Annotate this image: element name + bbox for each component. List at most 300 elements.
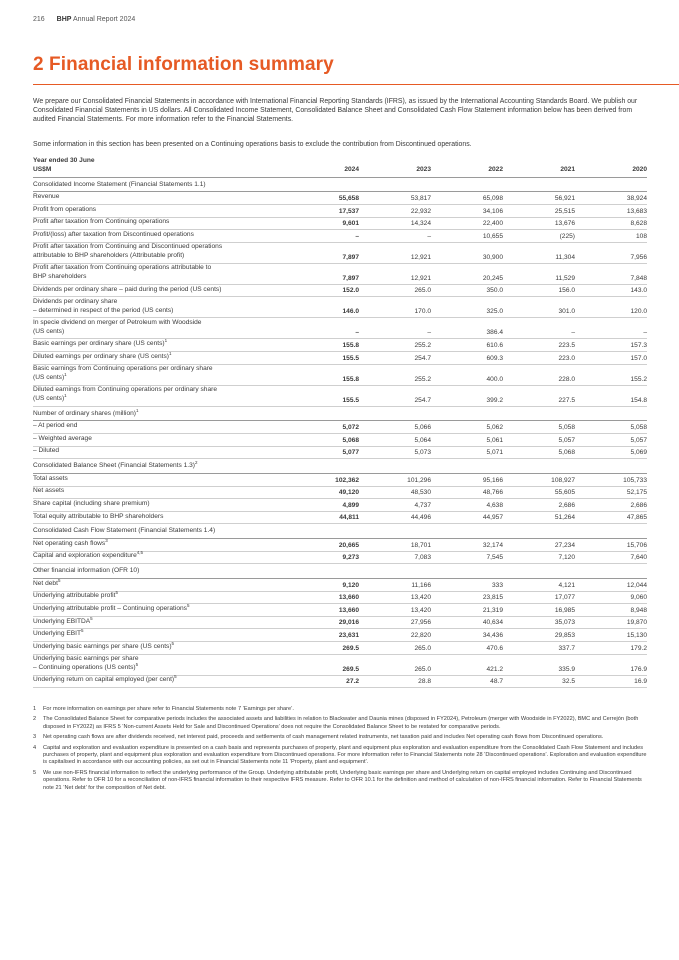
footnote-number: 5 [33,769,37,776]
row-label-continued: attributable to BHP shareholders (Attributable profit) [33,251,185,259]
value-cell: 5,058 [503,421,575,434]
row-label: Net operating cash flows [33,539,106,547]
value-cell: 5,064 [359,433,431,446]
row-label: Net debt [33,579,58,587]
footnote-text: Net operating cash flows are after dividends received, net interest paid, proceeds and settlements of cash management related instruments, net taxation paid and includes Net operating cash flows from Discontinued operations. [43,734,604,741]
row-label: Basic earnings per ordinary share (US cents) [33,340,165,348]
value-cell: 44,496 [359,511,431,524]
row-label-cell [33,263,287,284]
value-cell: 108,927 [503,473,575,486]
value-cell: 350.0 [431,284,503,297]
value-cell: 30,900 [431,242,503,263]
value-cell: 7,956 [575,242,647,263]
table-row [33,604,647,617]
row-label-cell [33,242,287,263]
value-cell: 155.8 [287,339,359,352]
value-cell: 51,264 [503,511,575,524]
value-cell: 44,811 [287,511,359,524]
value-cell: 5,071 [431,446,503,459]
title-rule [33,84,679,85]
row-label: Underlying basic earnings per share [33,655,139,663]
row-label-continued: (US cents) [33,373,65,381]
value-cell: 53,817 [359,192,431,205]
value-cell: 179.2 [575,642,647,655]
value-cell: 157.0 [575,351,647,364]
value-cell: 170.0 [359,297,431,318]
value-cell: 56,921 [503,192,575,205]
row-label-cell [33,192,287,205]
row-label: Revenue [33,193,60,201]
table-row [33,385,647,406]
value-cell: 20,665 [287,539,359,552]
footnote-ref: 5 [186,602,190,608]
value-cell: 421.2 [431,654,503,675]
table-row [33,204,647,217]
value-cell: 400.0 [431,364,503,385]
value-cell: 108 [575,230,647,243]
value-cell: 7,083 [359,551,431,564]
value-cell: 335.9 [503,654,575,675]
table-row [33,473,647,486]
row-label-cell [33,579,287,592]
row-label-cell [33,473,287,486]
table-row [33,499,647,512]
value-cell: 5,073 [359,446,431,459]
row-label-cell [33,551,287,564]
row-label: Profit after taxation from Continuing and Discontinued operations [33,243,223,251]
row-label: – Diluted [33,447,60,455]
value-cell: 5,057 [575,433,647,446]
value-cell: 156.0 [503,284,575,297]
row-label-cell [33,591,287,604]
value-cell: 102,362 [287,473,359,486]
row-label: Underlying EBIT [33,630,82,638]
value-cell: 152.0 [287,284,359,297]
value-cell: 16.9 [575,675,647,688]
value-cell: 399.2 [431,385,503,406]
row-label: Basic earnings from Continuing operations per ordinary share [33,364,213,372]
value-cell: (225) [503,230,575,243]
value-cell: 12,044 [575,579,647,592]
value-cell: 44,957 [431,511,503,524]
row-label-cell [33,230,287,243]
table-row [33,297,647,318]
value-cell: 610.6 [431,339,503,352]
footnote-number: 3 [33,734,37,741]
value-cell: 337.7 [503,642,575,655]
value-cell: 265.0 [359,284,431,297]
row-label-continued: (US cents) [33,394,65,402]
row-label-cell [33,318,287,339]
table-row [33,642,647,655]
row-label: Consolidated Income Statement (Financial Statements 1.1) [33,180,206,188]
value-cell: 223.0 [503,351,575,364]
value-cell: 155.2 [575,364,647,385]
row-label: Share capital (including share premium) [33,499,150,507]
value-cell: 5,061 [431,433,503,446]
value-cell: 101,296 [359,473,431,486]
footnote-text: We use non-IFRS financial information to reflect the underlying performance of the Group. Underlying attributable profit, Underlying basic earnings per share and Underlying return on capital employed includes Continuing and Discontinued operations. Refer to OFR 10 for a reconciliation of non-IFRS financial information to their respective IFRS measure. Refer to OFR 10.1 for the definition and method of calculation of non-IFRS financial information. Refer to Financial Statements note 21 ‘Net debt’ for the composition of Net debt. [43,769,642,791]
value-cell: 8,948 [575,604,647,617]
value-cell: 301.0 [503,297,575,318]
year-ended-label: Year ended 30 June [33,157,95,164]
row-label: Consolidated Cash Flow Statement (Financial Statements 1.4) [33,527,216,535]
row-label-cell [33,446,287,459]
table-row [33,446,647,459]
value-cell: 38,924 [575,192,647,205]
table-row [33,242,647,263]
table-row [33,351,647,364]
footnote-ref: 1 [164,337,168,343]
value-cell: 47,865 [575,511,647,524]
value-cell: 155.5 [287,385,359,406]
row-label-cell [33,385,287,406]
value-cell: 35,073 [503,616,575,629]
value-cell: – [359,230,431,243]
value-cell: 11,529 [503,263,575,284]
footnote-ref: 4,5 [136,550,144,556]
row-label: Profit after taxation from Continuing operations attributable to [33,264,212,272]
row-label: Other financial information (OFR 10) [33,567,140,575]
value-cell: 146.0 [287,297,359,318]
row-label-cell [33,604,287,617]
value-cell: 13,676 [503,217,575,230]
row-label-cell [33,511,287,524]
row-label-cell [33,539,287,552]
row-label-cell [33,204,287,217]
year-header: 2021 [503,157,575,177]
footnote [33,716,647,731]
section-header-row [33,459,647,474]
footnote-ref: 5 [174,674,177,680]
value-cell: 333 [431,579,503,592]
value-cell: 13,420 [359,591,431,604]
row-label-cell [33,616,287,629]
value-cell: 13,683 [575,204,647,217]
value-cell: 55,605 [503,486,575,499]
intro-paragraph: Some information in this section has been presented on a Continuing operations basis to exclude the contribution from Discontinued operations. [33,141,472,148]
company-name: BHP [56,16,72,23]
table-header-row [33,157,647,177]
footnote-ref: 5 [115,590,118,596]
row-label: Diluted earnings from Continuing operations per ordinary share [33,385,217,393]
value-cell: 22,932 [359,204,431,217]
value-cell: 5,068 [287,433,359,446]
value-cell: 255.2 [359,339,431,352]
year-header: 2020 [575,157,647,177]
value-cell: 470.6 [431,642,503,655]
value-cell: 25,515 [503,204,575,217]
value-cell: 269.5 [287,654,359,675]
footnote-ref: 1 [168,350,172,356]
footnote-ref: 1 [64,392,67,398]
section-header-row [33,564,647,579]
value-cell: 265.0 [359,642,431,655]
value-cell: 32.5 [503,675,575,688]
row-label: Underlying basic earnings per share (US cents) [33,642,172,650]
footnote-text: For more information on earnings per share refer to Financial Statements note 7 ‘Earnings per share’. [43,706,294,712]
row-label: Consolidated Balance Sheet (Financial Statements 1.3) [33,462,196,470]
value-cell: 52,175 [575,486,647,499]
value-cell: 40,634 [431,616,503,629]
value-cell: – [287,318,359,339]
value-cell: 12,921 [359,242,431,263]
table-row [33,284,647,297]
value-cell: 9,060 [575,591,647,604]
table-row [33,579,647,592]
row-label: Profit after taxation from Continuing operations [33,218,170,226]
table-row [33,230,647,243]
value-cell: 7,897 [287,242,359,263]
value-cell: 27.2 [287,675,359,688]
value-cell: 2,686 [503,499,575,512]
footnote-ref: 1 [135,407,139,413]
value-cell: 4,737 [359,499,431,512]
table-row [33,654,647,675]
value-cell: 609.3 [431,351,503,364]
row-label-cell [33,339,287,352]
footnote [33,745,647,767]
page-title: 2 Financial information summary [33,54,334,75]
page-header [33,16,135,23]
footnote [33,734,647,741]
value-cell: 11,166 [359,579,431,592]
value-cell: 29,853 [503,629,575,642]
table-row [33,486,647,499]
table-row [33,217,647,230]
value-cell: – [503,318,575,339]
row-label: Net assets [33,487,65,495]
value-cell: 5,077 [287,446,359,459]
row-label-cell [33,499,287,512]
value-cell: 7,848 [575,263,647,284]
value-cell: 10,655 [431,230,503,243]
footnote-number: 1 [33,706,37,712]
value-cell: 9,273 [287,551,359,564]
value-cell: 155.5 [287,351,359,364]
value-cell: – [575,318,647,339]
footnote-ref: 3 [105,537,108,543]
row-label: – Weighted average [33,434,92,442]
row-label-cell [33,629,287,642]
value-cell: 18,701 [359,539,431,552]
value-cell: 2,686 [575,499,647,512]
table-row [33,616,647,629]
table-row [33,263,647,284]
row-label-cell [33,433,287,446]
footnote-ref: 5 [135,661,139,667]
row-label-cell [33,177,647,192]
value-cell: 28.8 [359,675,431,688]
value-cell: 22,820 [359,629,431,642]
row-label: – At period end [33,422,78,430]
value-cell: 7,120 [503,551,575,564]
intro-paragraph: We prepare our Consolidated Financial Statements in accordance with International Financial Reporting Standards (IFRS), as issued by the International Accounting Standards Board. We publish our Consolidated Financial Statements in US dollars. All Consolidated Income Statement, Consolidated Balance Sheet and Consolidated Cash Flow Statement information below has been derived from audited Financial Statements. For more information refer to the Financial Statements. [33,98,638,124]
value-cell: 120.0 [575,297,647,318]
value-cell: 255.2 [359,364,431,385]
row-label-cell [33,654,287,675]
value-cell: 17,077 [503,591,575,604]
table-row [33,421,647,434]
value-cell: 4,638 [431,499,503,512]
footnote-ref: 5 [81,628,84,634]
footnote-ref: 5 [57,577,61,583]
value-cell: 5,057 [503,433,575,446]
row-label-cell [33,524,647,539]
value-cell: 155.8 [287,364,359,385]
value-cell: 4,899 [287,499,359,512]
page-number: 216 [33,16,45,23]
row-label: Dividends per ordinary share – paid during the period (US cents) [33,285,222,293]
value-cell: 176.9 [575,654,647,675]
footnote-ref: 1 [64,371,67,377]
section-header-row [33,177,647,192]
value-cell: 27,234 [503,539,575,552]
value-cell: 49,120 [287,486,359,499]
value-cell: 5,058 [575,421,647,434]
value-cell: 7,897 [287,263,359,284]
value-cell: 34,106 [431,204,503,217]
value-cell: 223.5 [503,339,575,352]
year-header: 2023 [359,157,431,177]
row-label-cell [33,421,287,434]
value-cell: 5,068 [503,446,575,459]
value-cell: 12,921 [359,263,431,284]
value-cell: 11,304 [503,242,575,263]
value-cell: 386.4 [431,318,503,339]
row-label: Underlying attributable profit – Continuing operations [33,605,187,613]
footnote-text: The Consolidated Balance Sheet for comparative periods includes the associated assets and liabilities in relation to Blackwater and Daunia mines (disposed in FY2024), Petroleum (merger with Woodside in FY2022), BMC and Cerrejón (both disposed in FY2022) as IFRS 5 ‘Non-current Assets Held for Sale and Discontinued Operations’ does not require the Consolidated Balance Sheet to be restated for comparative periods. [43,716,639,730]
financial-summary-table [33,157,647,688]
value-cell: 48.7 [431,675,503,688]
header-label-cell [33,157,287,177]
value-cell: 20,245 [431,263,503,284]
row-label-continued: BHP shareholders [33,272,87,280]
value-cell: 34,436 [431,629,503,642]
footnote-text: Capital and exploration and evaluation expenditure is presented on a cash basis and represents purchases of property, plant and equipment plus exploration and evaluation expenditure from the Consolidated Cash Flow Statement and includes purchases of property, plant and equipment plus exploration and evaluation expenditure from Discontinued operations. For more information refer to Financial Statements note 28 ‘Discontinued operations’. Exploration and evaluation expenditure is capitalised in accordance with our accounting policies, as set out in Financial Statements note 11 ‘Property, plant and equipment’. [43,744,647,766]
value-cell: 143.0 [575,284,647,297]
row-label-continued: – Continuing operations (US cents) [33,663,136,671]
value-cell: 15,706 [575,539,647,552]
value-cell: 5,069 [575,446,647,459]
row-label-cell [33,284,287,297]
year-header: 2024 [287,157,359,177]
table-row [33,364,647,385]
row-label: Number of ordinary shares (million) [33,409,136,417]
value-cell: 5,072 [287,421,359,434]
row-label-cell [33,459,647,474]
footnote-ref: 5 [171,640,175,646]
row-label-cell [33,297,287,318]
value-cell: 15,130 [575,629,647,642]
value-cell: 228.0 [503,364,575,385]
row-label-cell [33,217,287,230]
row-label: Capital and exploration expenditure [33,552,137,560]
row-label: Diluted earnings per ordinary share (US cents) [33,352,169,360]
row-label: Total assets [33,474,68,482]
section-header-row [33,406,647,421]
value-cell: 32,174 [431,539,503,552]
section-header-row [33,524,647,539]
report-name: Annual Report 2024 [72,16,136,23]
row-label: Underlying EBITDA [33,617,91,625]
footnote-number: 4 [33,744,37,751]
row-label-cell [33,675,287,688]
value-cell: 17,537 [287,204,359,217]
row-label-continued: (US cents) [33,327,65,335]
value-cell: 8,628 [575,217,647,230]
value-cell: 29,016 [287,616,359,629]
row-label: Underlying return on capital employed (per cent) [33,676,175,684]
value-cell: 95,166 [431,473,503,486]
table-row [33,192,647,205]
row-label-cell [33,364,287,385]
row-label: Dividends per ordinary share [33,297,118,305]
value-cell: 227.5 [503,385,575,406]
footnote [33,706,647,713]
value-cell: 265.0 [359,654,431,675]
table-row [33,511,647,524]
table-row [33,339,647,352]
row-label: Total equity attributable to BHP shareholders [33,512,164,520]
value-cell: 5,066 [359,421,431,434]
table-row [33,551,647,564]
value-cell: 154.8 [575,385,647,406]
value-cell: 21,319 [431,604,503,617]
value-cell: 7,640 [575,551,647,564]
value-cell: 48,530 [359,486,431,499]
value-cell: – [287,230,359,243]
value-cell: 9,601 [287,217,359,230]
table-row [33,433,647,446]
value-cell: 19,870 [575,616,647,629]
value-cell: 254.7 [359,351,431,364]
table-row [33,629,647,642]
value-cell: 23,631 [287,629,359,642]
table-row [33,318,647,339]
footnote-ref: 2 [195,459,198,465]
value-cell: 55,658 [287,192,359,205]
row-label: Profit/(loss) after taxation from Discontinued operations [33,230,194,238]
row-label-cell [33,406,647,421]
row-label-cell [33,642,287,655]
value-cell: 325.0 [431,297,503,318]
value-cell: 7,545 [431,551,503,564]
value-cell: 14,324 [359,217,431,230]
value-cell: 27,956 [359,616,431,629]
table-body [33,157,647,688]
row-label: Profit from operations [33,205,97,213]
footnotes [33,706,647,795]
value-cell: 13,660 [287,604,359,617]
value-cell: 16,985 [503,604,575,617]
table-row [33,539,647,552]
value-cell: – [359,318,431,339]
row-label: Underlying attributable profit [33,592,116,600]
row-label-continued: – determined in respect of the period (US cents) [33,306,174,314]
value-cell: 13,660 [287,591,359,604]
row-label-cell [33,486,287,499]
footnote-number: 2 [33,716,37,723]
value-cell: 13,420 [359,604,431,617]
table-row [33,675,647,688]
value-cell: 23,815 [431,591,503,604]
year-header: 2022 [431,157,503,177]
value-cell: 157.3 [575,339,647,352]
value-cell: 22,400 [431,217,503,230]
value-cell: 5,062 [431,421,503,434]
value-cell: 105,733 [575,473,647,486]
